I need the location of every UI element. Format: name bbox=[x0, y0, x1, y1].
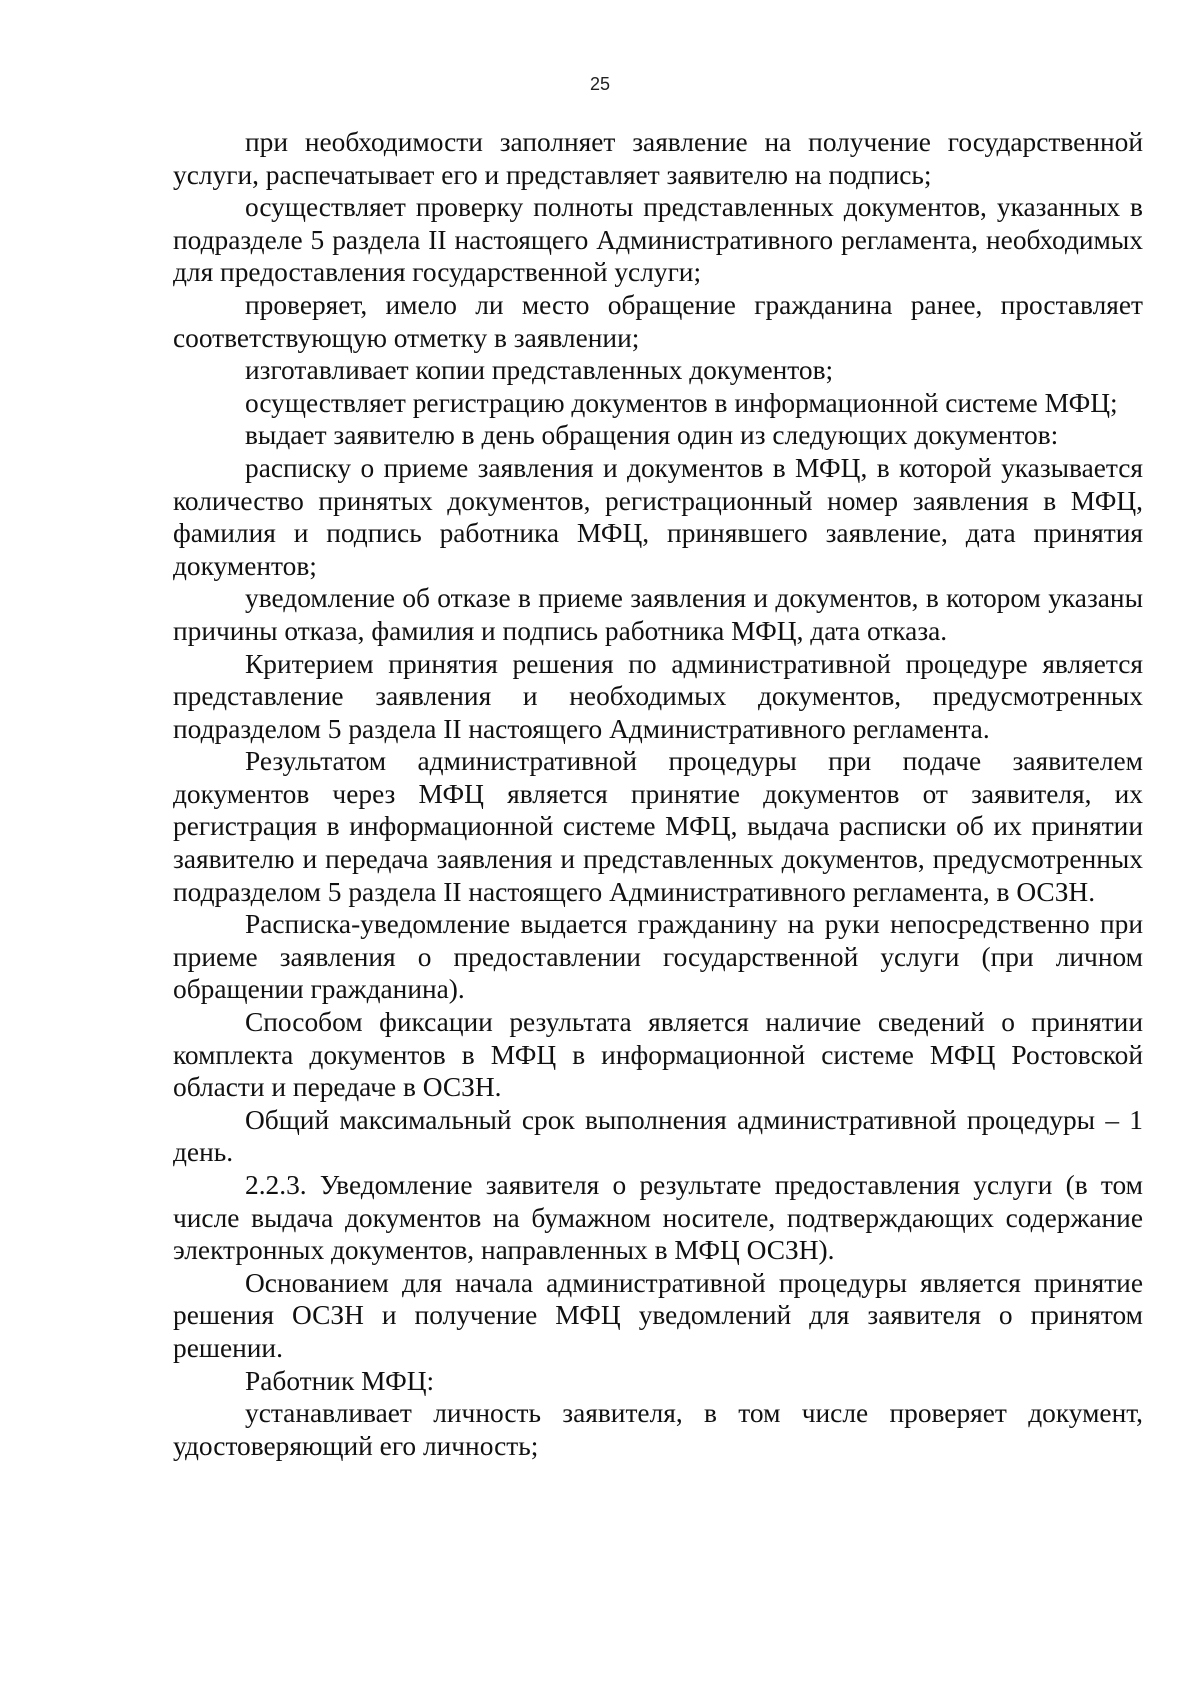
paragraph: осуществляет регистрацию документов в информационной системе МФЦ; bbox=[245, 387, 1118, 418]
document-body bbox=[173, 126, 1143, 1462]
paragraph: Результатом административной процедуры при подаче заявителем документов через МФЦ является принятие документов от заявителя, их регистрация в информационной системе МФЦ, выдача расписки об их принятии заявителю и передача заявления и представленных документов, предусмотренных подразделом 5 раздела II настоящего Административного регламента, в ОСЗН. bbox=[173, 746, 1143, 907]
paragraph: осуществляет проверку полноты представленных документов, указанных в подразделе 5 раздела II настоящего Административного регламента, необходимых для предоставления государственной услуги; bbox=[173, 192, 1143, 288]
paragraph: устанавливает личность заявителя, в том числе проверяет документ, удостоверяющий его личность; bbox=[173, 1398, 1143, 1461]
paragraph: Основанием для начала административной процедуры является принятие решения ОСЗН и получение МФЦ уведомлений для заявителя о принятом решении. bbox=[173, 1267, 1143, 1363]
paragraph: Расписка-уведомление выдается гражданину на руки непосредственно при приеме заявления о предоставлении государственной услуги (при личном обращении гражданина). bbox=[173, 909, 1143, 1005]
page-number: 25 bbox=[589, 74, 611, 94]
paragraph: 2.2.3. Уведомление заявителя о результате предоставления услуги (в том числе выдача документов на бумажном носителе, подтверждающих содержание электронных документов, направленных в МФЦ ОСЗН). bbox=[173, 1170, 1143, 1266]
paragraph: расписку о приеме заявления и документов в МФЦ, в которой указывается количество принятых документов, регистрационный номер заявления в МФЦ, фамилия и подпись работника МФЦ, принявшего заявление, дата принятия документов; bbox=[173, 452, 1143, 581]
paragraph: изготавливает копии представленных документов; bbox=[245, 355, 834, 386]
paragraph: уведомление об отказе в приеме заявления и документов, в котором указаны причины отказа, фамилия и подпись работника МФЦ, дата отказа. bbox=[173, 583, 1143, 646]
paragraph: Способом фиксации результата является наличие сведений о принятии комплекта документов в МФЦ в информационной системе МФЦ Ростовской области и передаче в ОСЗН. bbox=[173, 1007, 1143, 1103]
paragraph: выдает заявителю в день обращения один из следующих документов: bbox=[245, 420, 1059, 451]
paragraph: проверяет, имело ли место обращение гражданина ранее, проставляет соответствующую отметку в заявлении; bbox=[173, 289, 1143, 353]
paragraph: при необходимости заполняет заявление на получение государственной услуги, распечатывает его и представляет заявителю на подпись; bbox=[173, 127, 1143, 190]
paragraph: Критерием принятия решения по административной процедуре является представление заявления и необходимых документов, предусмотренных подразделом 5 раздела II настоящего Административного регламента. bbox=[173, 648, 1143, 744]
paragraph: Общий максимальный срок выполнения административной процедуры – 1 день. bbox=[173, 1104, 1143, 1168]
paragraph: Работник МФЦ: bbox=[245, 1365, 435, 1396]
